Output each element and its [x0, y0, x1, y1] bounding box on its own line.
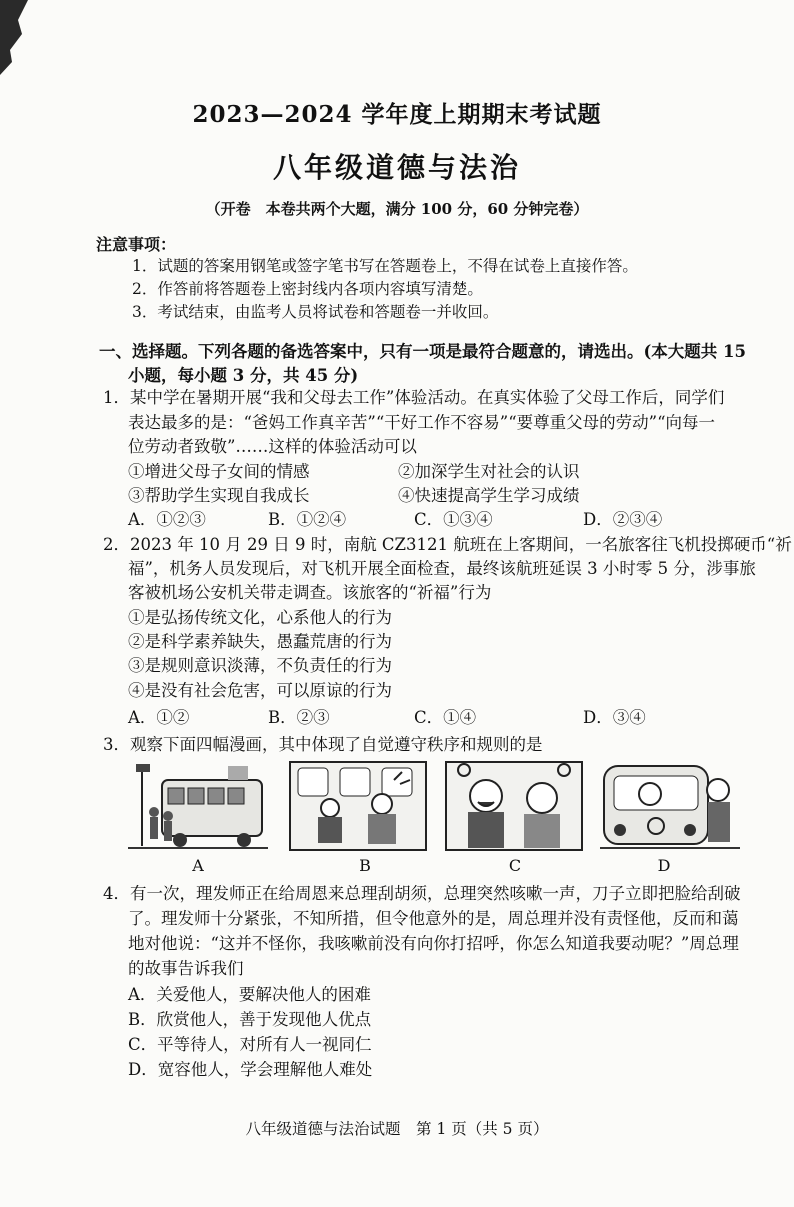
cartoon-a-caption: A [192, 856, 204, 875]
section-heading: 一、选择题。下列各题的备选答案中，只有一项是最符合题意的，请选出。(本大题共 15 [99, 342, 747, 361]
q4-option-b: B．欣赏他人，善于发现他人优点 [128, 1010, 372, 1029]
cartoon-d-image [600, 760, 740, 852]
q4-option-d: D．宽容他人，学会理解他人难处 [128, 1060, 373, 1079]
q2-item: ②是科学素养缺失，愚蠢荒唐的行为 [128, 632, 392, 651]
q2-option-c: C．①④ [414, 708, 477, 727]
q2-item: ④是没有社会危害，可以原谅的行为 [128, 681, 392, 700]
q1-stem: 位劳动者致敬”……这样的体验活动可以 [128, 437, 417, 456]
q2-option-d: D．③④ [583, 708, 646, 727]
q1-stem: 1．某中学在暑期开展“我和父母去工作”体验活动。在真实体验了父母工作后，同学们 [103, 388, 725, 407]
cartoon-b-caption: B [359, 856, 371, 875]
cartoon-c-image [444, 760, 584, 852]
page-footer: 八年级道德与法治试题 第 1 页（共 5 页） [245, 1120, 549, 1138]
page-corner-shadow [0, 0, 30, 75]
exam-title: 2023—2024 学年度上期期末考试题 [192, 101, 602, 128]
q2-option-b: B．②③ [268, 708, 330, 727]
q4-stem: 了。理发师十分紧张，不知所措，但令他意外的是，周总理并没有责怪他，反而和蔼 [128, 909, 739, 928]
q4-stem: 地对他说：“这并不怪你，我咳嗽前没有向你打招呼，你怎么知道我要动呢？”周总理 [128, 934, 739, 953]
q4-stem: 的故事告诉我们 [128, 959, 244, 978]
q1-stem: 表达最多的是：“爸妈工作真辛苦”“干好工作不容易”“要尊重父母的劳动”“向每一 [128, 413, 716, 432]
q2-stem: 2．2023 年 10 月 29 日 9 时，南航 CZ3121 航班在上客期间，一名旅客往飞机投掷硬币“祈 [103, 535, 792, 554]
notice-item: 2．作答前将答题卷上密封线内各项内容填写清楚。 [132, 280, 483, 298]
q1-item: ④快速提高学生学习成绩 [398, 486, 580, 505]
q2-option-a: A．①② [128, 708, 190, 727]
q4-option-a: A．关爱他人，要解决他人的困难 [128, 985, 371, 1004]
q1-option-b: B．①②④ [268, 510, 347, 529]
q2-item: ①是弘扬传统文化，心系他人的行为 [128, 608, 392, 627]
q2-stem: 客被机场公安机关带走调查。该旅客的“祈福”行为 [128, 583, 492, 602]
cartoon-a-image [128, 760, 268, 852]
q3-stem: 3．观察下面四幅漫画，其中体现了自觉遵守秩序和规则的是 [103, 735, 543, 754]
q1-option-a: A．①②③ [128, 510, 206, 529]
cartoon-d-caption: D [657, 856, 671, 875]
q1-option-c: C．①③④ [414, 510, 493, 529]
section-heading-cont: 小题，每小题 3 分，共 45 分) [128, 366, 359, 385]
q1-item: ③帮助学生实现自我成长 [128, 486, 310, 505]
q4-option-c: C．平等待人，对所有人一视同仁 [128, 1035, 372, 1054]
q1-item: ②加深学生对社会的认识 [398, 462, 580, 481]
notice-heading: 注意事项： [96, 235, 177, 254]
q2-item: ③是规则意识淡薄，不负责任的行为 [128, 656, 392, 675]
cartoon-c-caption: C [508, 856, 522, 875]
q1-item: ①增进父母子女间的情感 [128, 462, 310, 481]
notice-item: 3．考试结束，由监考人员将试卷和答题卷一并收回。 [132, 303, 499, 321]
cartoon-b-image [288, 760, 428, 852]
exam-subtitle: （开卷 本卷共两个大题，满分 100 分，60 分钟完卷） [205, 200, 589, 218]
q1-option-d: D．②③④ [583, 510, 663, 529]
notice-item: 1．试题的答案用钢笔或签字笔书写在答题卷上，不得在试卷上直接作答。 [132, 257, 638, 275]
subject-title: 八年级道德与法治 [272, 151, 521, 184]
q4-stem: 4．有一次，理发师正在给周恩来总理刮胡须，总理突然咳嗽一声，刀子立即把脸给刮破 [103, 884, 741, 903]
q2-stem: 福”，机务人员发现后，对飞机开展全面检查，最终该航班延误 3 小时零 5 分，涉事旅 [128, 559, 756, 578]
